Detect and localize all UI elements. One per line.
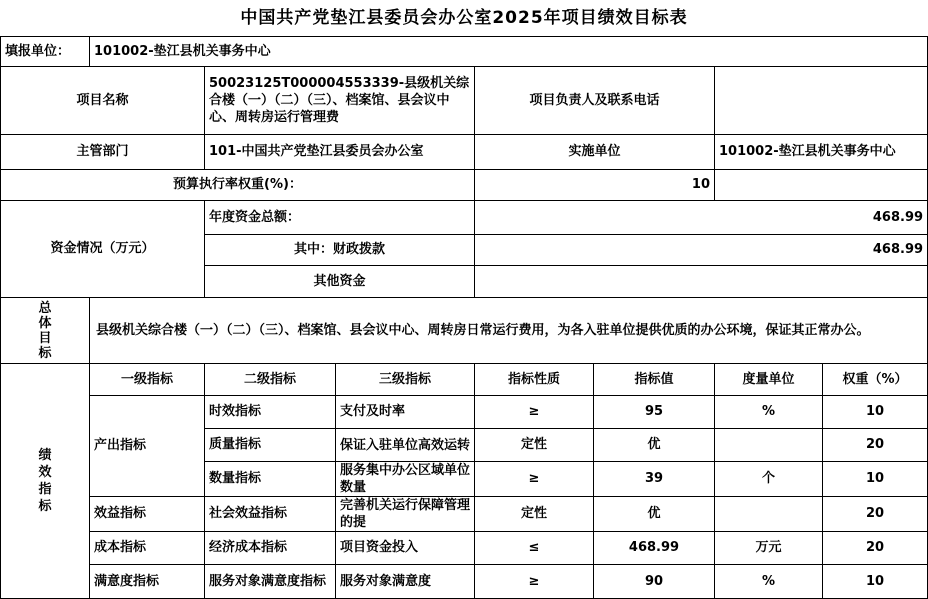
indicator-l3: 项目资金投入: [336, 532, 475, 565]
indicator-l2: 经济成本指标: [205, 532, 336, 565]
table-row: [1, 497, 928, 532]
funds-fiscal-value: 468.99: [475, 235, 928, 266]
header-l3: 三级指标: [336, 364, 475, 396]
weight-value: 10: [475, 170, 715, 201]
contact-value: [715, 67, 928, 135]
indicator-value: 90: [594, 565, 715, 599]
indicator-nature: 定性: [475, 497, 594, 532]
indicator-l3: 支付及时率: [336, 396, 475, 429]
indicator-weight: 20: [823, 532, 928, 565]
header-value: 指标值: [594, 364, 715, 396]
indicator-weight: 10: [823, 396, 928, 429]
indicator-unit: %: [715, 565, 823, 599]
header-l1: 一级指标: [90, 364, 205, 396]
indicator-l2: 数量指标: [205, 462, 336, 497]
performance-table: [0, 36, 928, 599]
indicator-value: 优: [594, 497, 715, 532]
indicator-weight: 20: [823, 429, 928, 462]
indicator-value: 95: [594, 396, 715, 429]
contact-label: 项目负责人及联系电话: [475, 67, 715, 135]
funds-label: 资金情况（万元）: [1, 201, 205, 298]
table-row: [1, 532, 928, 565]
dept-value: 101-中国共产党垫江县委员会办公室: [205, 135, 475, 170]
indicator-unit: [715, 497, 823, 532]
indicator-l3: 完善机关运行保障管理的提: [336, 497, 475, 532]
indicator-weight: 20: [823, 497, 928, 532]
indicator-l3: 服务对象满意度: [336, 565, 475, 599]
project-name-value: 50023125T000004553339-县级机关综合楼（一）（二）（三）、档案馆、县会议中心、周转房运行管理费: [205, 67, 475, 135]
header-l2: 二级指标: [205, 364, 336, 396]
impl-value: 101002-垫江县机关事务中心: [715, 135, 928, 170]
indicator-nature: 定性: [475, 429, 594, 462]
indicator-nature: ≤: [475, 532, 594, 565]
indicator-l2: 服务对象满意度指标: [205, 565, 336, 599]
funds-other-value: [475, 266, 928, 298]
perf-label-text: 绩效指标: [38, 448, 52, 514]
goal-text: 县级机关综合楼（一）（二）（三）、档案馆、县会议中心、周转房日常运行费用，为各入驻单位提供优质的办公环境，保证其正常办公。: [90, 298, 928, 364]
indicator-l1: 满意度指标: [90, 565, 205, 599]
goal-label: [1, 298, 90, 364]
funds-other-label: 其他资金: [205, 266, 475, 298]
indicator-l2: 质量指标: [205, 429, 336, 462]
weight-label: 预算执行率权重(%)：: [1, 170, 475, 201]
header-weight: 权重（%）: [823, 364, 928, 396]
unit-label: 填报单位：: [1, 37, 90, 67]
funds-annual-value: 468.99: [475, 201, 928, 235]
indicator-value: 39: [594, 462, 715, 497]
indicator-unit: %: [715, 396, 823, 429]
indicator-l2: 时效指标: [205, 396, 336, 429]
project-name-label: 项目名称: [1, 67, 205, 135]
header-unit: 度量单位: [715, 364, 823, 396]
perf-label: [1, 364, 90, 599]
dept-label: 主管部门: [1, 135, 205, 170]
indicator-weight: 10: [823, 462, 928, 497]
indicator-l1: 效益指标: [90, 497, 205, 532]
indicator-value: 优: [594, 429, 715, 462]
indicator-nature: ≥: [475, 462, 594, 497]
weight-empty: [715, 170, 928, 201]
indicator-unit: 个: [715, 462, 823, 497]
indicator-l1: 成本指标: [90, 532, 205, 565]
indicator-weight: 10: [823, 565, 928, 599]
funds-annual-label: 年度资金总额：: [205, 201, 475, 235]
table-row: [1, 396, 928, 429]
indicator-nature: ≥: [475, 565, 594, 599]
indicator-nature: ≥: [475, 396, 594, 429]
unit-value: 101002-垫江县机关事务中心: [90, 37, 928, 67]
header-nature: 指标性质: [475, 364, 594, 396]
goal-label-text: 总体目标: [38, 300, 52, 361]
indicator-l3: 服务集中办公区域单位数量: [336, 462, 475, 497]
funds-fiscal-label: 其中：财政拨款: [205, 235, 475, 266]
indicator-l3: 保证入驻单位高效运转: [336, 429, 475, 462]
indicator-l2: 社会效益指标: [205, 497, 336, 532]
table-row: [1, 565, 928, 599]
page-title: 中国共产党垫江县委员会办公室2025年项目绩效目标表: [240, 8, 688, 28]
indicator-unit: [715, 429, 823, 462]
impl-label: 实施单位: [475, 135, 715, 170]
indicator-unit: 万元: [715, 532, 823, 565]
indicator-value: 468.99: [594, 532, 715, 565]
indicator-l1: 产出指标: [90, 396, 205, 497]
